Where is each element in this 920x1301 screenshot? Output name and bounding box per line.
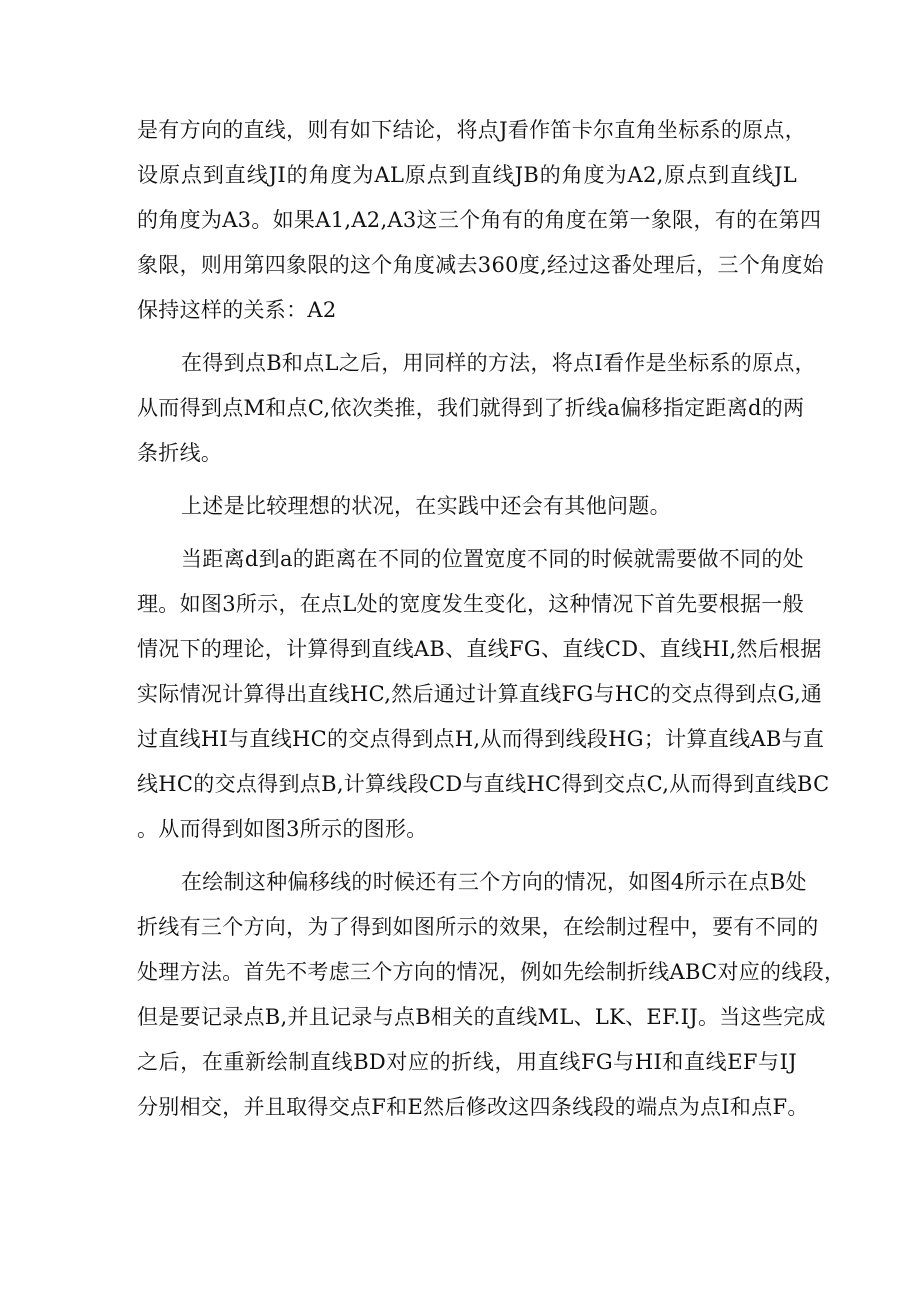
text-line: 处理方法。首先不考虑三个方向的情况，例如先绘制折线ABC对应的线段， xyxy=(137,960,846,984)
body-text xyxy=(137,108,846,1138)
text-line: 条折线。 xyxy=(137,441,223,465)
paragraph xyxy=(137,537,830,852)
text-line: 从而得到点M和点C,依次类推，我们就得到了折线a偏移指定距离d的两 xyxy=(137,396,805,420)
text-line: 象限，则用第四象限的这个角度减去360度,经过这番处理后，三个角度始 xyxy=(137,253,824,277)
text-line: 。从而得到如图3所示的图形。 xyxy=(137,817,428,841)
text-line: 在得到点B和点L之后，用同样的方法，将点I看作是坐标系的原点， xyxy=(181,351,816,375)
paragraph xyxy=(137,484,797,529)
paragraph xyxy=(137,341,816,476)
text-line: 是有方向的直线，则有如下结论，将点J看作笛卡尔直角坐标系的原点， xyxy=(137,118,807,142)
text-line: 设原点到直线JI的角度为AL原点到直线JB的角度为A2,原点到直线JL xyxy=(137,163,797,187)
text-line: 的角度为A3。如果A1,A2,A3这三个角有的角度在第一象限，有的在第四 xyxy=(137,208,822,232)
text-line: 实际情况计算得出直线HC,然后通过计算直线FG与HC的交点得到点G,通 xyxy=(137,682,823,706)
text-line: 折线有三个方向，为了得到如图所示的效果，在绘制过程中，要有不同的 xyxy=(137,915,819,939)
text-line: 在绘制这种偏移线的时候还有三个方向的情况，如图4所示在点B处 xyxy=(181,870,807,894)
text-line: 线HC的交点得到点B,计算线段CD与直线HC得到交点C,从而得到直线BC xyxy=(137,772,830,796)
text-line: 但是要记录点B,并且记录与点B相关的直线ML、LK、EF.IJ。当这些完成 xyxy=(137,1005,826,1029)
text-line: 保持这样的关系：A2 xyxy=(137,298,337,322)
paragraph xyxy=(137,860,846,1130)
text-line: 情况下的理论，计算得到直线AB、直线FG、直线CD、直线HI,然后根据 xyxy=(137,637,822,661)
text-line: 上述是比较理想的状况，在实践中还会有其他问题。 xyxy=(181,494,671,518)
text-line: 理。如图3所示，在点L处的宽度发生变化，这种情况下首先要根据一般 xyxy=(137,592,804,616)
text-line: 分别相交，并且取得交点F和E然后修改这四条线段的端点为点I和点F。 xyxy=(137,1095,809,1119)
text-line: 当距离d到a的距离在不同的位置宽度不同的时候就需要做不同的处 xyxy=(181,547,804,571)
paragraph xyxy=(137,108,824,333)
text-line: 之后，在重新绘制直线BD对应的折线，用直线FG与HI和直线EF与IJ xyxy=(137,1050,797,1074)
text-line: 过直线HI与直线HC的交点得到点H,从而得到线段HG；计算直线AB与直 xyxy=(137,727,825,751)
